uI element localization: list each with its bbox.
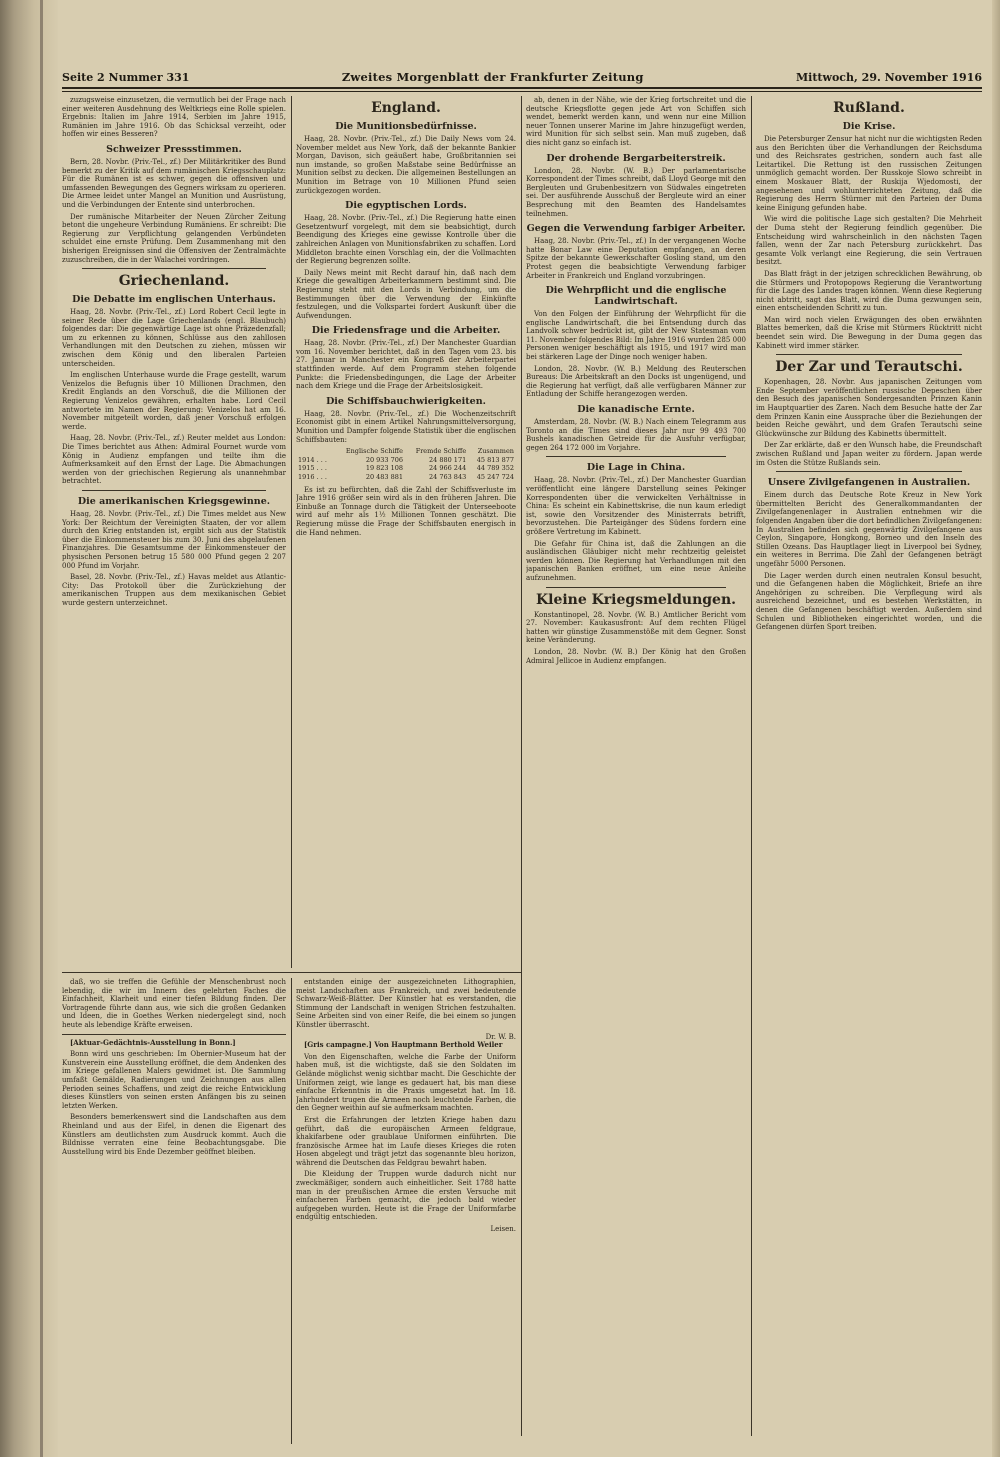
table-header-cell: Fremde Schiffe xyxy=(415,447,467,456)
article-headline: Die Lage in China. xyxy=(586,462,686,474)
article-headline: Gegen die Verwendung farbiger Arbeiter. xyxy=(526,223,746,235)
feuilleton-column-1 xyxy=(62,978,286,1444)
table-cell: 45 247 724 xyxy=(476,473,514,481)
article-text: Die Lager werden durch einen neutralen Konsul besucht, und die Gefangenen haben die Möglichkeit, Briefe an ihre Angehörigen zu schreiben. Die Verpflegung wird als ausreichend bezeichnet, und es bestehen Werkstätten, in denen die Gefangenen beschäftigt werden. Außerdem sind Schulen und Bibliotheken eingerichtet worden, und die Gefangenen dürfen Sport treiben. xyxy=(756,571,982,632)
header-rule-thin xyxy=(62,91,982,92)
section-rule xyxy=(546,587,726,588)
feuilleton-column-2 xyxy=(296,978,516,1444)
column-divider xyxy=(291,96,292,968)
column-3 xyxy=(526,96,746,1436)
column-divider xyxy=(291,978,292,1444)
column-4 xyxy=(756,96,982,1436)
column-divider xyxy=(521,96,522,1436)
section-title: England. xyxy=(371,100,441,116)
table-cell: 19 823 108 xyxy=(365,464,404,473)
table-row xyxy=(296,464,516,473)
article-text: London, 28. Novbr. (W. B.) Der König hat den Großen Admiral Jellicoe in Audienz empfangen. xyxy=(526,647,746,665)
column-1 xyxy=(62,96,286,968)
article-text: Haag, 28. Novbr. (Priv.-Tel., zf.) Die Times meldet aus New York: Der Reichtum der Vereinigten Staaten, der vor allem durch den Krieg entstanden ist, ergibt sich aus der Statistik über die Einkommensteuer bis zum 30. Juni des abgelaufenen Finanzjahres. Die Gesamtsumme der Einkommensteuer der physischen Personen betrug 15 580 000 Pfund gegen 2 207 000 Pfund im Vorjahr. xyxy=(62,509,286,570)
book-binding xyxy=(0,0,58,1457)
article-headline: Unsere Zivilgefangenen in Australien. xyxy=(767,477,971,489)
article-headline: Die amerikanischen Kriegsgewinne. xyxy=(77,495,271,507)
article-text: Haag, 28. Novbr. (Priv.-Tel., zf.) Die Wochenzeitschrift Economist gibt in einem Artikel Nahrungsmittelversorgung, Munition und Dampfer folgende Statistik über die englischen Schiffsbauten: xyxy=(296,409,516,444)
article-headline: Schweizer Pressstimmen. xyxy=(106,143,242,155)
article-text: daß, wo sie treffen die Gefühle der Menschenbrust noch lebendig, die wir im Innern des gelehrten Faches die Einfachheit, Klarheit und einer tiefen Bildung finden. Der Vortragende führte dann aus, wie sich die großen Gedanken und Ideen, die in Goethes Werken niedergelegt sind, noch heute als lebendige Kräfte erweisen. xyxy=(62,978,286,1029)
table-cell: 24 966 244 xyxy=(429,464,467,473)
table-row xyxy=(296,456,516,465)
table-cell: 20 933 706 xyxy=(365,455,404,464)
column-divider xyxy=(751,96,752,1436)
section-rule xyxy=(776,354,962,355)
table-cell: 20 483 881 xyxy=(365,473,404,481)
article-text: Die Gefahr für China ist, daß die Zahlungen an die ausländischen Gläubiger nicht mehr rechtzeitig geleistet werden können. Die Regierung hat Verhandlungen mit den japanischen Banken eröffnet, um eine neue Anleihe aufzunehmen. xyxy=(526,539,746,582)
table-cell: 1916 . . . xyxy=(298,473,327,481)
article-text: Wie wird die politische Lage sich gestalten? Die Mehrheit der Duma steht der Regierung feindlich gegenüber. Die Entscheidung wird wahrscheinlich in den nächsten Tagen fallen, wenn der Zar nach Petersburg zurückkehrt. Das gesamte Volk verlangt eine Regierung, die sein Vertrauen besitzt. xyxy=(756,215,982,267)
section-rule xyxy=(82,268,266,269)
newspaper-page xyxy=(62,54,982,1444)
table-row xyxy=(296,473,516,482)
table-cell: 24 763 843 xyxy=(429,473,467,481)
header-page-number: Seite 2 Nummer 331 xyxy=(62,71,190,84)
section-rule xyxy=(776,471,962,472)
header-masthead: Zweites Morgenblatt der Frankfurter Zeitung xyxy=(341,70,644,84)
article-headline: Die Friedensfrage und die Arbeiter. xyxy=(311,325,501,337)
ship-statistics-table xyxy=(296,447,516,481)
article-text: Haag, 28. Novbr. (Priv.-Tel., zf.) Der Manchester Guardian veröffentlicht eine längere Darstellung seines Pekinger Korrespondenten über die verwickelten Verhältnisse in China: Es scheint ein Kabinettskrise, die nun kaum erledigt ist, sowie den Vorsitzender des Ministerrats betrifft, bevorzustehen. Die Parteigänger des Südens fordern eine größere Vertretung im Kabinett. xyxy=(526,476,746,536)
article-headline: Die Debatte im englischen Unterhaus. xyxy=(72,294,276,306)
table-header-cell: Englische Schiffe xyxy=(345,447,404,456)
article-headline: Die Krise. xyxy=(842,121,896,132)
article-text: Daily News meint mit Recht darauf hin, daß nach dem Kriege die gewaltigen Arbeiterkammern bestimmt sind. Die Regierung steht mit den Lords in Verbindung, um die Bestimmungen über die Verwendung der Einkünfte festzulegen, und die Volkspartei fordert Auskunft über die Aufwendungen. xyxy=(296,268,516,320)
article-text: Der Zar erklärte, daß er den Wunsch habe, die Freundschaft zwischen Rußland und Japan weiter zu fördern. Japan werde im Osten die Stütze Rußlands sein. xyxy=(756,441,982,467)
article-headline: [Gris campagne.] Von Hauptmann Berthold Weiler xyxy=(304,1040,503,1050)
article-text: Amsterdam, 28. Novbr. (W. B.) Nach einem Telegramm aus Toronto an die Times sind dieses Jahr nur 99 493 700 Bushels kanadischen Getreide für die Ausfuhr verfügbar, gegen 264 172 000 im Vorjahre. xyxy=(526,418,746,452)
column-2 xyxy=(296,96,516,968)
article-headline: Die kanadische Ernte. xyxy=(577,404,695,416)
binding-edge xyxy=(40,0,43,1457)
article-text: zuzugsweise einzusetzen, die vermutlich bei der Frage nach einer weiteren Ausdehnung des Weltkriegs eine Rolle spielen. Ergebnis: Italien im Jahre 1914, Serbien im Jahre 1915, Rumänien im Jahre 1916. Ob das Schicksal verzeiht, oder hoffen wir eines Besseren? xyxy=(62,96,286,139)
article-text: Basel, 28. Novbr. (Priv.-Tel., zf.) Havas meldet aus Atlantic-City: Das Protokoll über die Zurückziehung der amerikanischen Truppen aus dem mexikanischen Gebiet wurde gestern unterzeichnet. xyxy=(62,573,286,607)
table-cell: 45 813 877 xyxy=(476,455,514,464)
author-signature: Dr. W. B. xyxy=(485,1032,516,1041)
page-header xyxy=(62,54,982,84)
article-text: Einem durch das Deutsche Rote Kreuz in New York übermittelten Bericht des Generalkommandanten der Zivilgefangenenlager in Australien entnehmen wir die folgenden Angaben über die dort befindlichen Zivilgefangenen: In Australien befinden sich gegenwärtig Zivilgefangene aus Ceylon, Singapore, Hongkong, Borneo und den Inseln des Stillen Ozeans. Das Hauptlager liegt in Liverpool bei Sydney, ein weiteres in Berrima. Die Zahl der Gefangenen beträgt ungefähr 5000 Personen. xyxy=(756,491,982,568)
article-text: Erst die Erfahrungen der letzten Kriege haben dazu geführt, daß die europäischen Armeen feldgraue, khakifarbene oder graublaue Uniformen einführten. Die französische Armee hat im Laufe dieses Krieges die roten Hosen abgelegt und trägt jetzt das sogenannte bleu horizon, während die Deutschen das Feldgrau bewahrt haben. xyxy=(296,1115,516,1167)
article-text: ab, denen in der Nähe, wie der Krieg fortschreitet und die deutsche Kriegsflotte gegen jede Art von Schiffen sich wendet, bemerkt werden kann, und wenn nur eine Million neuer Tonnen unserer Marine im Jahre hinzugefügt werden, wird Munition für sich selbst sein. Man muß zugeben, daß dies nicht ganz so einfach ist. xyxy=(526,96,746,147)
article-headline: Der drohende Bergarbeiterstreik. xyxy=(546,152,726,164)
article-text: Von den Eigenschaften, welche die Farbe der Uniform haben muß, ist die wichtigste, daß sie den Soldaten im Gelände möglichst wenig sichtbar macht. Die Geschichte der Uniformen zeigt, wie lange es gedauert hat, bis man diese einfache Erkenntnis in die Praxis umgesetzt hat. Im 18. Jahrhundert trugen die Armeen noch leuchtende Farben, die den Gegner weithin auf sie aufmerksam machten. xyxy=(296,1052,516,1113)
article-text: Die Petersburger Zensur hat nicht nur die wichtigsten Reden aus den Berichten über die Verhandlungen der Reichsduma und des Reichsrates gestrichen, sondern auch fast alle Leitartikel. Die Rettung ist den russischen Zeitungen unmöglich gemacht worden. Der Russkoje Slowo schreibt in einem Moskauer Blatt, der Ruskija Wjedomosti, der angesehenen und wohlunterrichteten Zeitung, daß die Regierung des Herrn Stürmer mit den Parteien der Duma keine Einigung gefunden habe. xyxy=(756,135,982,212)
article-text: Im englischen Unterhause wurde die Frage gestellt, warum Venizelos die Befugnis über 10 Millionen Drachmen, den Kredit Englands an den Vorschuß, die die Millionen der Regierung Venizelos gewähren, erhalten habe. Lord Cecil antwortete im Namen der Regierung: Venizelos hat am 16. November mitgeteilt worden, daß jener Vorschuß erfolgen werde. xyxy=(62,371,286,431)
article-headline: [Aktuar-Gedächtnis-Ausstellung in Bonn.] xyxy=(70,1037,236,1047)
article-text: Konstantinopel, 28. Novbr. (W. B.) Amtlicher Bericht vom 27. November: Kaukasusfront: Auf dem rechten Flügel hatten wir günstige Zusammenstöße mit dem Gegner. Sonst keine Veränderung. xyxy=(526,610,746,645)
feuilleton-rule xyxy=(62,972,521,973)
table-cell: 1915 . . . xyxy=(298,464,327,473)
header-date: Mittwoch, 29. November 1916 xyxy=(795,71,982,84)
article-text: Es ist zu befürchten, daß die Zahl der Schiffsverluste im Jahre 1916 größer sein wird als in den früheren Jahren. Die Einbuße an Tonnage durch die Tätigkeit der Unterseeboote wird auf mehr als 1½ Millionen Tonnen geschätzt. Die Regierung müsse die Frage der Schiffsbauten energisch in die Hand nehmen. xyxy=(296,485,516,537)
table-header-row xyxy=(296,447,516,456)
article-text: Das Blatt frägt in der jetzigen schrecklichen Bewährung, ob die Stürmers und Protopopows Regierung die Verantwortung für die Lage des Landes tragen können. Wenn diese Regierung nicht abtritt, sagt das Blatt, wird die Duma gezwungen sein, einen entscheidenden Schritt zu tun. xyxy=(756,269,982,313)
section-title: Kleine Kriegsmeldungen. xyxy=(535,591,737,608)
table-header-cell xyxy=(296,447,334,456)
article-text: London, 28. Novbr. (W. B.) Der parlamentarische Korrespondent der Times schreibt, daß Lloyd George mit den Bergleuten und Grubenbesitzern von Südwales eingetreten sei. Der ausführende Ausschuß der Bergleute wird an einer Besprechung mit den Beamten des Handelsamtes teilnehmen. xyxy=(526,166,746,218)
article-text: Man wird noch vielen Erwägungen des oben erwähnten Blattes bemerken, daß die Krise mit Stürmers Rücktritt nicht beendet sein wird. Die Bewegung in der Duma gegen das Kabinett wird immer stärker. xyxy=(756,315,982,350)
section-rule xyxy=(82,490,266,491)
article-text: London, 28. Novbr. (W. B.) Meldung des Reuterschen Bureaus: Die Arbeitskraft an den Docks ist ungenügend, und die Regierung hat verfügt, daß alle verfügbaren Männer zur Entladung der Schiffe herangezogen werden. xyxy=(526,364,746,399)
article-text: Haag, 28. Novbr. (Priv.-Tel., zf.) In der vergangenen Woche hatte Bonar Law eine Deputation empfangen, an deren Spitze der bekannte Gewerkschafter Gosling stand, um den Protest gegen die beabsichtigte Verwendung farbiger Arbeiter in Frankreich und England vorzubringen. xyxy=(526,237,746,280)
table-header-cell: Zusammen xyxy=(477,447,514,456)
article-text: Kopenhagen, 28. Novbr. Aus japanischen Zeitungen vom Ende September veröffentlichen russische Depeschen über den Besuch des japanischen Sondergesandten Prinzen Kanin im Hauptquartier des Zaren. Nach dem Besuche hatte der Zar dem Prinzen Kanin eine Aussprache über die Beziehungen der beiden Reiche gewährt, und dem Grafen Terautschi seine Glückwünsche zur Bildung des Kabinetts übermittelt. xyxy=(756,378,982,438)
article-text: Besonders bemerkenswert sind die Landschaften aus dem Rheinland und aus der Eifel, in denen die Eigenart des Künstlers am deutlichsten zum Ausdruck kommt. Auch die Bildnisse verraten eine feine Beobachtungsgabe. Die Ausstellung wird bis Ende Dezember geöffnet bleiben. xyxy=(62,1113,286,1156)
article-headline: Die Munitionsbedürfnisse. xyxy=(335,121,477,132)
section-rule xyxy=(62,1034,286,1035)
article-text: Haag, 28. Novbr. (Priv.-Tel., zf.) Reuter meldet aus London: Die Times berichtet aus Athen: Admiral Fournet wurde vom König in Audienz empfangen und teilte ihm die Aufmerksamkeit auf den Ernst der Lage. Die Abmachungen werden von der griechischen Regierung als unannehmbar betrachtet. xyxy=(62,434,286,486)
article-headline: Die egyptischen Lords. xyxy=(345,200,467,212)
article-text: Haag, 28. Novbr. (Priv.-Tel., zf.) Lord Robert Cecil legte in seiner Rede über die Lage Griechenlands (engl. Blaubuch) folgendes dar: Die gegenwärtige Lage ist ohne Präzedenzfall; um zu erkennen zu können, Schlüsse aus den zahllosen Verhandlungen mit den Deutschen zu ziehen, müssen wir zwischen dem König und den liberalen Parteien unterscheiden. xyxy=(62,308,286,368)
article-text: Bonn wird uns geschrieben: Im Obernier-Museum hat der Kunstverein eine Ausstellung eröffnet, die dem Andenken des im Kriege gefallenen Malers gewidmet ist. Die Sammlung umfaßt Gemälde, Radierungen und Zeichnungen aus allen Perioden seines Schaffens, und zeigt die reiche Entwicklung dieses Künstlers von seinen ersten Anfängen bis zu seinen letzten Werken. xyxy=(62,1050,286,1110)
article-text: Bern, 28. Novbr. (Priv.-Tel., zf.) Der Militärkritiker des Bund bemerkt zu der Kritik auf dem rumänischen Kriegsschauplatz: Für die Rumänen ist es schwer, gegen die offensiven und umfassenden Bewegungen des Gegners wirksam zu operieren. Die Armee leidet unter Mangel an Munition und Ausrüstung, und die Verbindungen der Entente sind unterbrochen. xyxy=(62,157,286,209)
table-cell: 1914 . . . xyxy=(298,455,327,464)
author-signature: Leisen. xyxy=(490,1225,516,1234)
table-cell: 24 880 171 xyxy=(429,455,467,464)
section-rule xyxy=(546,456,726,457)
article-text: Die Kleidung der Truppen wurde dadurch nicht nur zweckmäßiger, sondern auch einheitlicher. Seit 1788 hatte man in der preußischen Armee die ersten Versuche mit einfacheren Farben gemacht, die jedoch bald wieder aufgegeben wurden. Heute ist die Frage der Uniformfarbe endgültig entschieden. xyxy=(296,1170,516,1222)
section-title: Der Zar und Terautschi. xyxy=(775,359,963,376)
article-text: Haag, 28. Novbr. (Priv.-Tel., zf.) Die Regierung hatte einen Gesetzentwurf vorgelegt, mit dem sie beabsichtigt, durch Beendigung des Krieges eine gewisse Kontrolle über die zahlreichen Anlagen von Munitionsfabriken zu schaffen. Lord Middleton brachte einen Vorschlag ein, der die Vollmachten der Regierung begrenzen sollte. xyxy=(296,214,516,266)
section-title: Rußland. xyxy=(833,100,905,116)
article-headline: Die Wehrpflicht und die englische Landwirtschaft. xyxy=(545,285,727,308)
article-headline: Die Schiffsbauchwierigkeiten. xyxy=(326,395,486,407)
article-text: Von den Folgen der Einführung der Wehrpflicht für die englische Landwirtschaft, die bei Entsendung durch das Landvolk schwer bedrückt ist, gibt der New Statesman vom 11. November folgendes Bild: Im Jahre 1916 wurden 285 000 Personen weniger beschäftigt als 1915, und 1917 wird man bei stärkeren Lage der Dinge noch weniger haben. xyxy=(526,310,746,362)
table-cell: 44 789 352 xyxy=(476,464,514,473)
article-text: Haag, 28. Novbr. (Priv.-Tel., zf.) Der Manchester Guardian vom 16. November berichtet, daß in den Tagen vom 23. bis 27. Januar in Manchester ein Kongreß der Arbeiterpartei stattfinden werde. Auf dem Programm stehen folgende Punkte: die Friedensbedingungen, die Lage der Arbeiter nach dem Kriege und die Frage der Arbeitslosigkeit. xyxy=(296,339,516,391)
header-rule xyxy=(62,87,982,89)
article-text: entstanden einige der ausgezeichneten Lithographien, meist Landschaften aus Frankreich, und zwei bedeutende Schwarz-Weiß-Blätter. Der Künstler hat es verstanden, die Stimmung der Landschaft in wenigen Strichen festzuhalten. Seine Arbeiten sind von einer Reife, die bei einem so jungen Künstler überrascht. xyxy=(296,978,516,1029)
article-text: Der rumänische Mitarbeiter der Neuen Zürcher Zeitung betont die ungeheure Verbindung Rumäniens. Er schreibt: Die Regierung zur Verpflichtung gelangenden Verbündeten schuldet eine ernste Prüfung. Dem Zusammenhang mit den bisherigen Ereignissen sind die Offensiven der Zentralmächte zuzuschreiben, die in der Walachei vordringen. xyxy=(62,212,286,264)
article-text: Haag, 28. Novbr. (Priv.-Tel., zf.) Die Daily News vom 24. November meldet aus New York, daß der bekannte Bankier Morgan, Davison, sich geäußert habe, Großbritannien sei nun imstande, so großen Maßstabe seine Bedürfnisse an Munition selbst zu decken. Die allgemeinen Bestellungen an Munition im Betrage von 10 Millionen Pfund seien zurückgezogen worden. xyxy=(296,135,516,195)
section-title: Griechenland. xyxy=(118,273,230,290)
page-edge xyxy=(992,0,1000,1457)
